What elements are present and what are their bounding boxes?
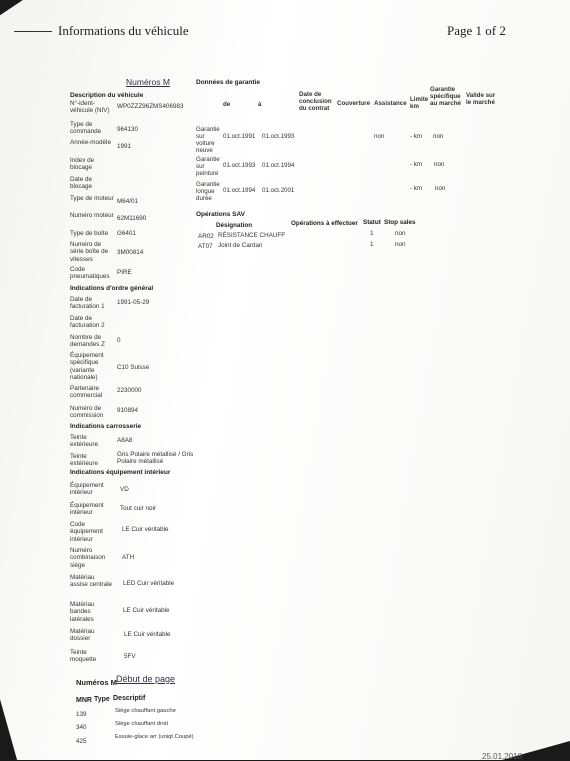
label-nombre-demandes: Nombre de demandes Z	[70, 334, 106, 349]
warranty-row-assistance: non	[374, 133, 385, 140]
value-code-equipement: LE Cuir véritable	[122, 526, 169, 533]
warranty-row-de: 01.oct.1994	[223, 187, 256, 194]
value-nombre-demandes: 0	[117, 337, 121, 344]
label-combinaison-siege: Numéro combinaison siège	[70, 547, 106, 569]
label-date-facturation-2: Date de facturation 2	[70, 315, 105, 330]
warranty-row-limite: - km	[410, 161, 423, 168]
warranty-col-conclusion: Date de conclusion du contrat	[299, 91, 332, 112]
sav-col-operations: Opérations à effectuer	[291, 220, 358, 227]
label-partenaire: Partenaire commercial	[70, 385, 103, 400]
col-mnr: MNR	[76, 697, 92, 704]
warranty-row-de: 01.oct.1991	[223, 133, 256, 140]
warranty-row-label: Garantie sur peinture	[196, 156, 220, 177]
warranty-col-limite: Limite km	[410, 96, 429, 110]
numeros-m-title: Numéros M	[76, 678, 117, 687]
value-numero-moteur: 62M11690	[117, 215, 147, 222]
warranty-row-specifique: non	[433, 133, 444, 140]
warranty-row-a: 01.oct.2001	[262, 187, 295, 194]
warranty-row-specifique: non	[434, 161, 445, 168]
label-equipement-specifique: Équipement spécifique (variante nationale)	[70, 352, 104, 381]
label-numero-commission: Numéro de commission	[70, 405, 104, 420]
sav-col-designation: Désignation	[216, 222, 253, 229]
section-description-title: Description du véhicule	[70, 92, 144, 99]
label-type-commande: Type de commande	[70, 121, 102, 136]
sav-col-stop-sales: Stop sales	[384, 219, 416, 226]
numeros-m-link[interactable]: Numéros M	[126, 77, 170, 87]
value-teinte-code: A8A8	[117, 437, 133, 444]
label-dossier: Matériau dossier	[70, 628, 95, 643]
warranty-col-de: de	[223, 101, 231, 108]
label-index-blocage: Index de blocage	[70, 157, 95, 172]
warranty-row-a: 01.oct.1993	[262, 133, 295, 140]
document-title: Informations du véhicule	[58, 23, 189, 38]
value-niv: WP0ZZZ96ZMS406983	[117, 103, 184, 110]
page-indicator: Page 1 of 2	[447, 23, 506, 38]
warranty-row-limite: - km	[410, 185, 423, 192]
warranty-col-specifique: Garantie spécifique au marché	[430, 86, 461, 107]
value-combinaison-siege: ATH	[122, 554, 135, 561]
label-assise-centrale: Matériau assise centrale	[70, 574, 112, 589]
value-dossier: LE Cuir véritable	[124, 631, 171, 638]
mnr-desc: Siège chauffant gauche	[115, 708, 176, 714]
value-teinte-moquette: 5FV	[124, 653, 136, 660]
label-teinte-moquette: Teinte moquette	[70, 649, 97, 664]
section-ordre-title: Indications d'ordre général	[70, 285, 154, 292]
warranty-row-label: Garantie longue durée	[196, 181, 220, 202]
col-descriptif: Descriptif	[113, 695, 146, 702]
sav-row-designation: Joint de Cardan	[218, 242, 263, 249]
section-interieur-title: Indications équipement intérieur	[70, 469, 171, 476]
value-date-facturation-1: 1991-05-29	[117, 299, 150, 306]
warranty-title: Données de garantie	[196, 79, 260, 86]
label-equip-interieur: Équipement intérieur	[70, 482, 104, 497]
sav-title: Opérations SAV	[196, 211, 246, 218]
label-numero-moteur: Numéro moteur	[70, 212, 114, 219]
warranty-row-limite: - km	[410, 133, 423, 140]
value-annee-modele: 1991	[117, 143, 132, 150]
mnr-desc: Siège chauffant droit	[115, 721, 169, 727]
label-code-pneumatiques: Code pneumatiques	[70, 266, 110, 281]
label-equip-interieur-2: Équipement intérieur	[70, 502, 104, 517]
mnr-code: 139	[76, 711, 87, 718]
warranty-col-a: à	[258, 101, 262, 108]
sav-row-designation: RÉSISTANCE CHAUFF	[218, 232, 286, 239]
warranty-col-couverture: Couverture	[337, 100, 371, 107]
mnr-desc: Essuie-glace arr (uniqt Coupé)	[115, 734, 194, 740]
label-teinte-exterieure-2: Teinte extérieure	[70, 453, 99, 468]
value-partenaire: 2230000	[117, 387, 142, 394]
value-type-moteur: M64/01	[117, 198, 139, 205]
debut-de-page-link[interactable]: Début de page	[116, 674, 176, 684]
sav-row-code: AR02	[198, 233, 214, 240]
label-serie-boite: Numéro de série boîte de vitesses	[70, 241, 109, 263]
value-type-commande: 964130	[117, 126, 139, 133]
sav-col-statut: Statut	[363, 219, 381, 226]
value-type-boite: G6401	[117, 230, 136, 237]
label-type-moteur: Type de moteur	[70, 195, 114, 202]
label-annee-modele: Année-modèle	[70, 139, 111, 146]
warranty-row-a: 01.oct.1994	[262, 162, 295, 169]
value-serie-boite: 3M00814	[117, 249, 144, 256]
value-code-pneumatiques: PIRE	[117, 269, 132, 276]
value-numero-commission: 910894	[117, 407, 139, 414]
mnr-code: 425	[76, 738, 87, 745]
value-assise-centrale: LED Cuir véritable	[123, 580, 175, 587]
label-bandes-laterales: Matériau bandes latérales	[70, 601, 95, 623]
col-type: Type	[94, 696, 110, 703]
value-equipement-specifique: C10 Suisse	[117, 364, 150, 371]
sav-row-statut: 1	[370, 230, 374, 237]
label-niv: N°-ident-véhicule (NIV)	[70, 100, 110, 115]
warranty-row-label: Garantie sur voiture neuve	[196, 126, 220, 154]
label-teinte-exterieure: Teinte extérieure	[70, 434, 99, 449]
label-date-facturation-1: Date de facturation 1	[70, 296, 105, 311]
sav-row-code: AT07	[198, 243, 213, 250]
warranty-row-specifique: non	[435, 185, 446, 192]
value-equip-interieur-nom: Tout cuir noir	[120, 505, 157, 512]
warranty-row-de: 01.oct.1993	[223, 162, 256, 169]
warranty-col-assistance: Assistance	[374, 100, 407, 107]
section-carrosserie-title: Indications carrosserie	[70, 423, 142, 430]
sav-row-stop: non	[395, 241, 406, 248]
sav-row-statut: 1	[370, 241, 374, 248]
value-bandes-laterales: LE Cuir véritable	[123, 607, 170, 614]
sav-row-stop: non	[395, 230, 406, 237]
footer-date: 25.01.2018	[482, 752, 523, 761]
label-code-equipement: Code équipement intérieur	[70, 521, 103, 543]
warranty-col-valide: Valide sur le marché	[466, 92, 496, 106]
label-type-boite: Type de boîte	[70, 230, 109, 237]
mnr-code: 340	[76, 724, 87, 731]
value-teinte-nom: Gris Polaire métallisé / Gris Polaire métallisé	[117, 451, 194, 466]
label-date-blocage: Date de blocage	[70, 176, 93, 191]
header-rule	[14, 31, 52, 32]
value-equip-interieur-code: VD	[120, 486, 129, 493]
